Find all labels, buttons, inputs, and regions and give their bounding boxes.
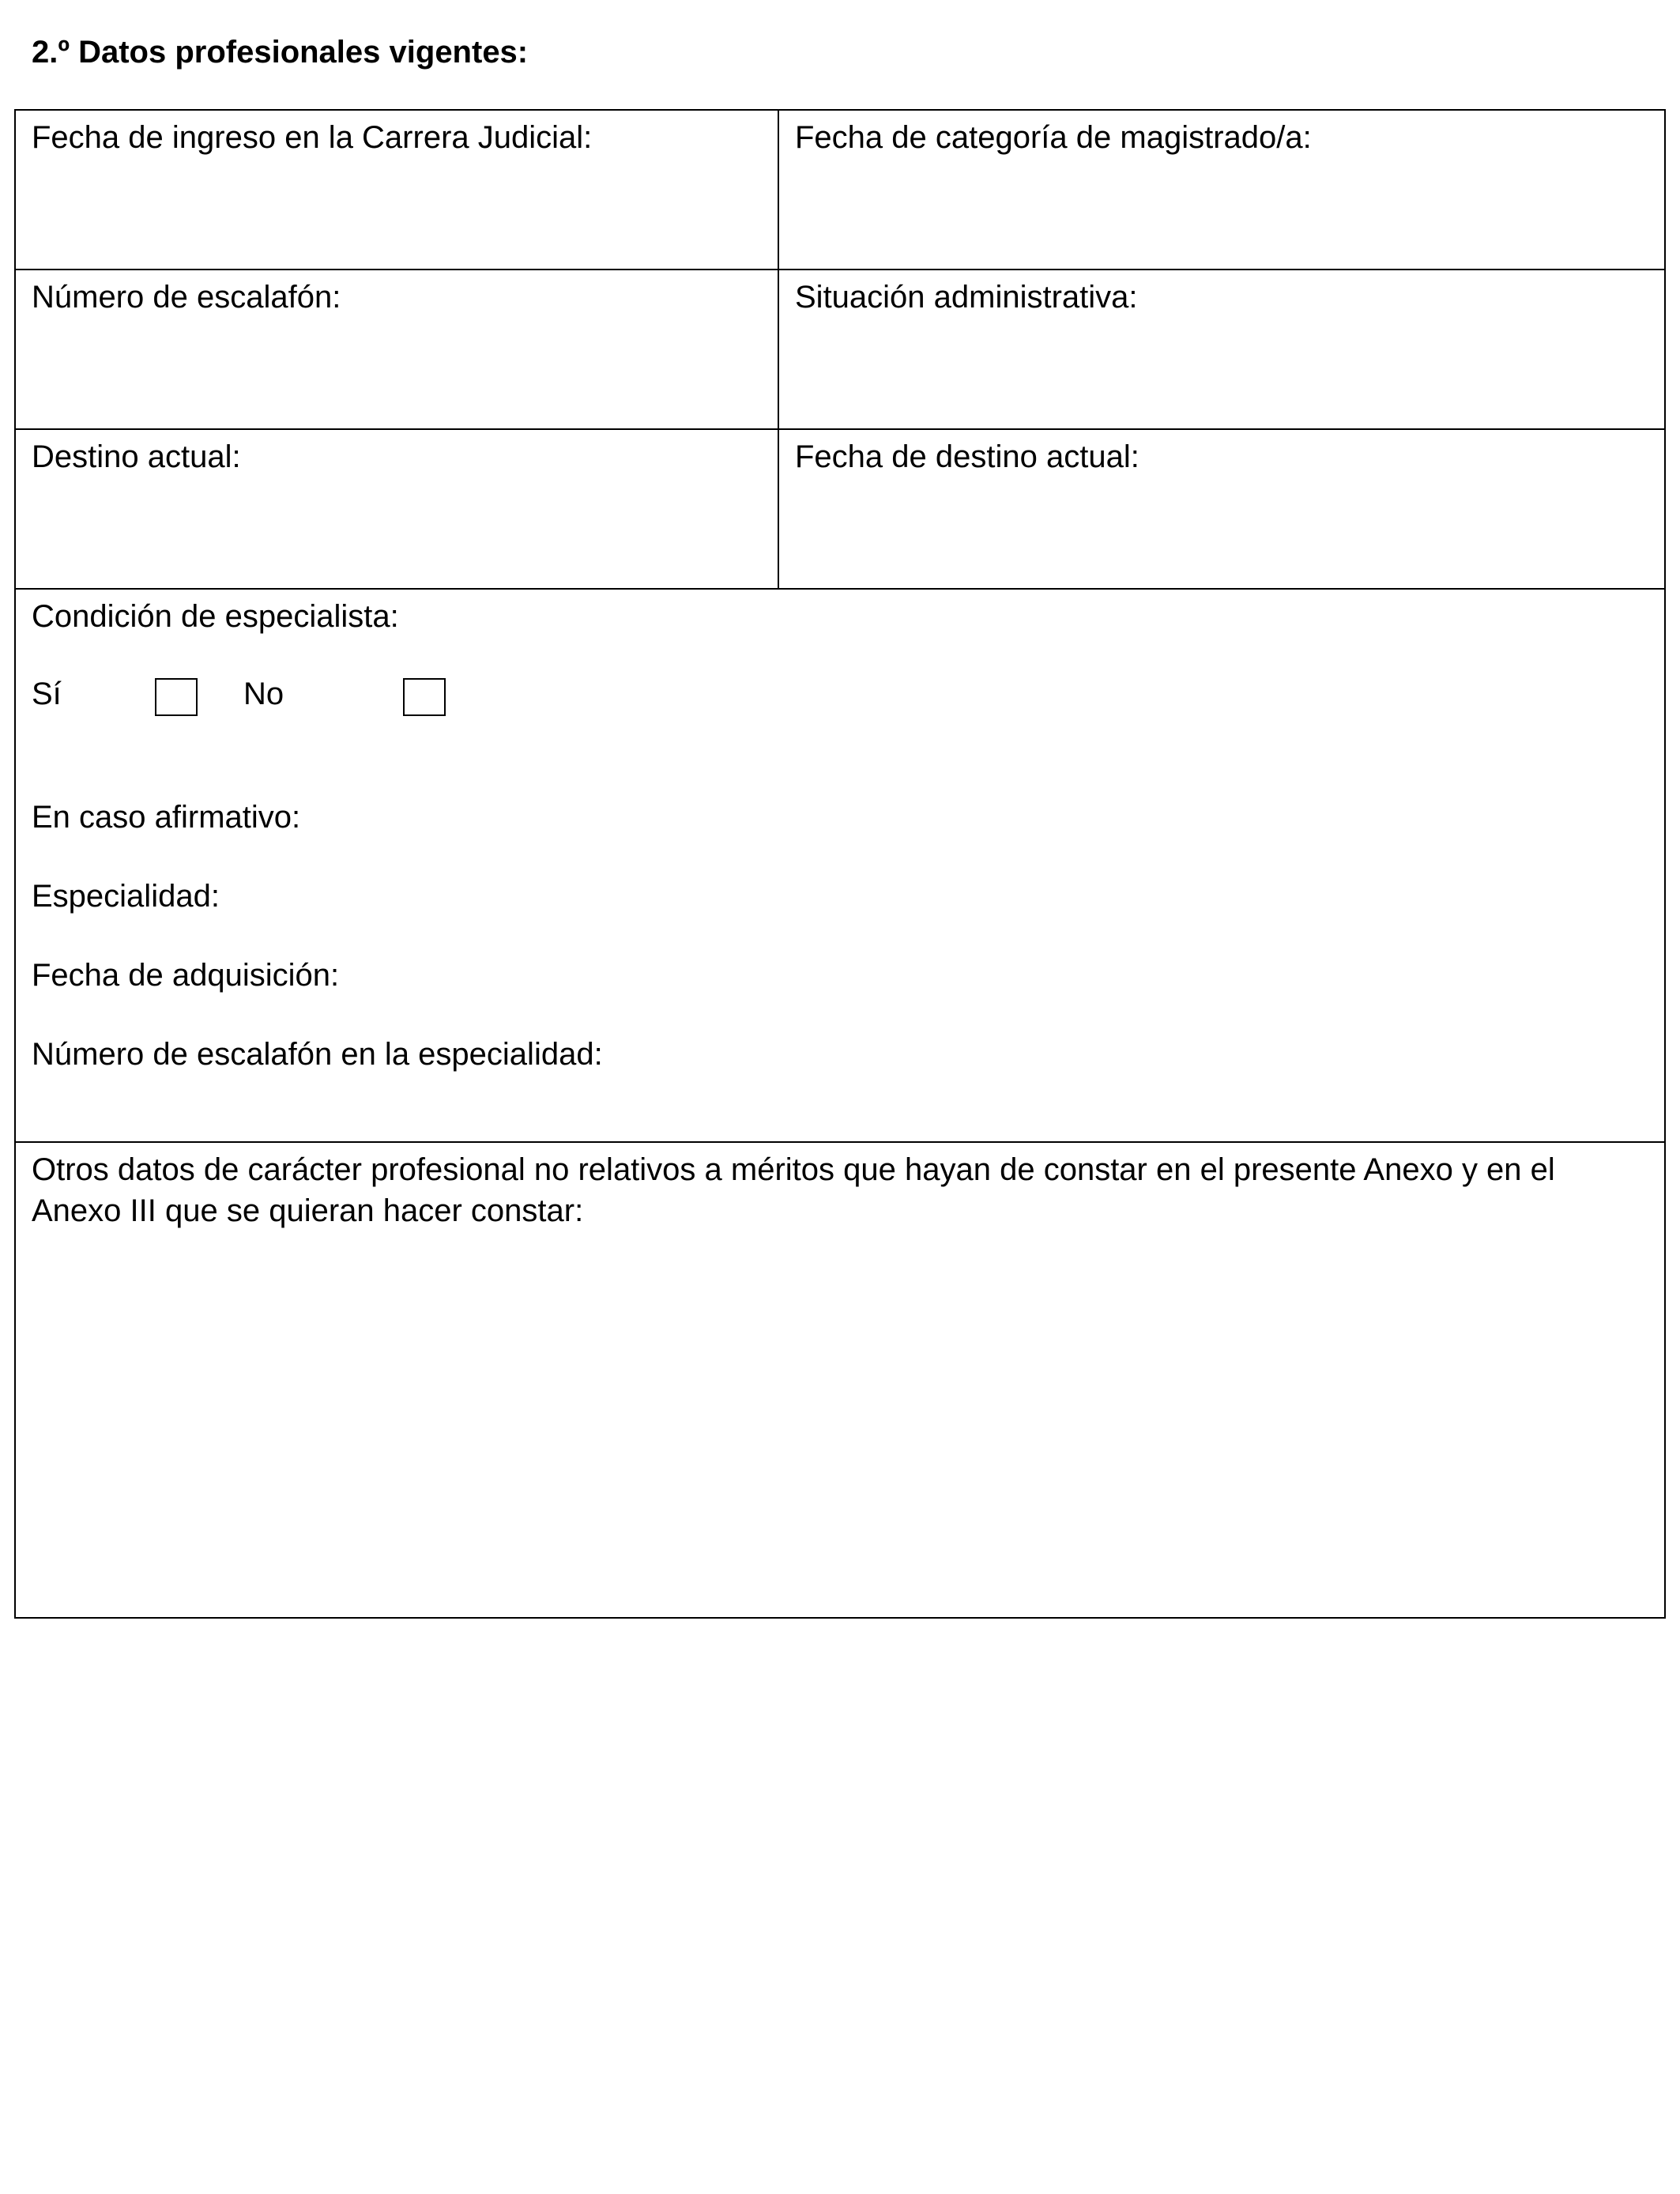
- professional-data-table: [14, 109, 1666, 1619]
- fecha-categoria-cell[interactable]: [778, 110, 1665, 270]
- otros-datos-label: Otros datos de carácter profesional no relativos a méritos que hayan de constar en el presente Anexo y en el Anexo III que se quieran hacer constar:: [32, 1152, 1555, 1228]
- option-no-checkbox[interactable]: [403, 678, 446, 716]
- especialidad-label: Especialidad:: [32, 879, 220, 914]
- destino-actual-label: Destino actual:: [32, 439, 241, 474]
- numero-escalafon-especialidad-label: Número de escalafón en la especialidad:: [32, 1037, 603, 1072]
- table-row: [15, 110, 1665, 270]
- section-title: 2.º Datos profesionales vigentes:: [32, 35, 529, 70]
- table-row: [15, 1142, 1665, 1618]
- fecha-categoria-label: Fecha de categoría de magistrado/a:: [795, 120, 1312, 155]
- option-si-checkbox[interactable]: [155, 678, 198, 716]
- situacion-administrativa-label: Situación administrativa:: [795, 280, 1138, 315]
- especialista-heading: Condición de especialista:: [32, 599, 399, 634]
- especialista-cell: [15, 589, 1665, 1142]
- table-row: [15, 429, 1665, 589]
- fecha-ingreso-label: Fecha de ingreso en la Carrera Judicial:: [32, 120, 593, 155]
- option-si-label: Sí: [32, 677, 62, 711]
- numero-escalafon-cell[interactable]: [15, 270, 778, 429]
- option-no-label: No: [243, 677, 284, 711]
- table-row: [15, 589, 1665, 1142]
- especialista-choice: [32, 673, 1648, 721]
- table-row: [15, 270, 1665, 429]
- fecha-destino-actual-cell[interactable]: [778, 429, 1665, 589]
- fecha-destino-actual-label: Fecha de destino actual:: [795, 439, 1139, 474]
- fecha-adquisicion-label: Fecha de adquisición:: [32, 958, 340, 993]
- situacion-administrativa-cell[interactable]: [778, 270, 1665, 429]
- destino-actual-cell[interactable]: [15, 429, 778, 589]
- otros-datos-cell[interactable]: [15, 1142, 1665, 1618]
- fecha-ingreso-cell[interactable]: [15, 110, 778, 270]
- numero-escalafon-label: Número de escalafón:: [32, 280, 341, 315]
- afirmativo-label: En caso afirmativo:: [32, 800, 301, 835]
